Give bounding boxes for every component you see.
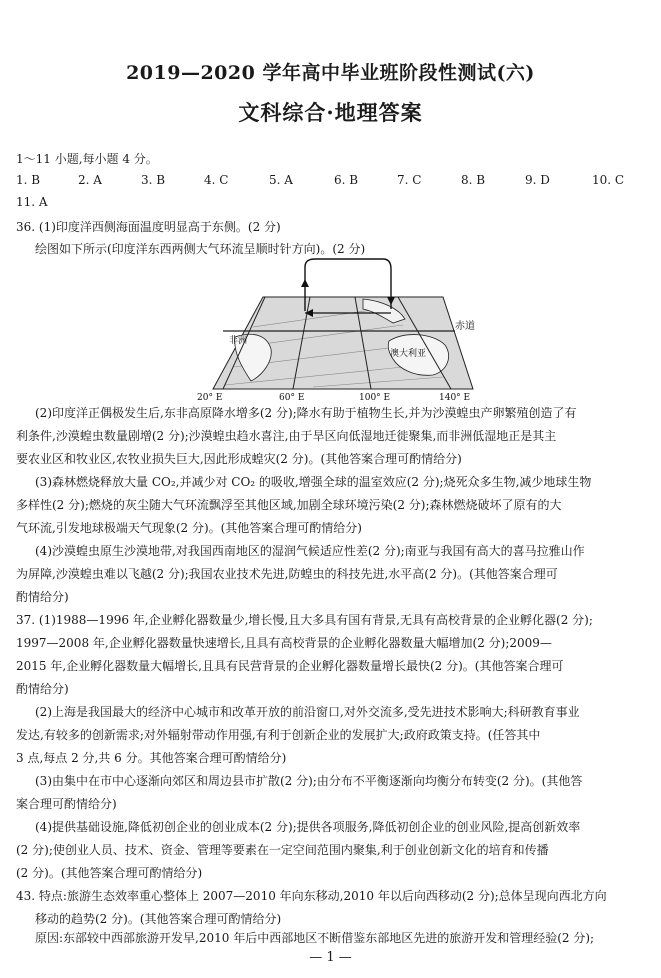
q36-p4-line-1: (4)沙漠蝗虫原生沙漠地带,对我国西南地区的湿润气候适应性差(2 分);南亚与我国有高大的喜马拉雅山作	[35, 544, 585, 558]
lon-label-140e: 140° E	[439, 393, 471, 402]
lon-label-100e: 100° E	[359, 393, 391, 402]
lon-label-20e: 20° E	[197, 393, 223, 402]
answer-7: 7. C	[397, 173, 422, 187]
q36-p2-line-2: 利条件,沙漠蝗虫数量剧增(2 分);沙漠蝗虫趋水喜注,由于旱区向低湿地迁徙聚集,而非洲低湿地正是其主	[16, 429, 557, 443]
q43-line-3: 原因:东部较中西部旅游开发早,2010 年后中西部地区不断借鉴东部地区先进的旅游开发和管理经验(2 分);	[35, 931, 595, 945]
q36-p3-line-1: (3)森林燃烧释放大量 CO₂,并减少对 CO₂ 的吸收,增强全球的温室效应(2 分);烧死众多生物,减少地球生物	[35, 475, 592, 489]
q37-p1-line-1: 37. (1)1988—1996 年,企业孵化器数量少,增长慢,且大多具有国有背景,无具有高校背景的企业孵化器(2 分);	[16, 613, 593, 627]
indian-ocean-circulation-map	[193, 257, 483, 402]
q36-p4-line-3: 酌情给分)	[16, 590, 69, 604]
answer-3: 3. B	[141, 173, 166, 187]
answer-10: 10. C	[592, 173, 625, 187]
australia-label: 澳大利亚	[390, 349, 427, 359]
answer-8: 8. B	[461, 173, 486, 187]
equator-label: 赤道	[455, 321, 475, 332]
page-title: 2019—2020 学年高中毕业班阶段性测试(六)	[126, 62, 535, 84]
q37-p4-line-3: (2 分)。(其他答案合理可酌情给分)	[16, 866, 203, 880]
answer-11: 11. A	[16, 195, 48, 209]
answer-2: 2. A	[78, 173, 102, 187]
header-note: 1～11 小题,每小题 4 分。	[16, 152, 158, 166]
q36-p3-line-2: 多样性(2 分);燃烧的灰尘随大气环流飘浮至其他区域,加剧全球环境污染(2 分);森林燃烧破坏了原有的大	[16, 498, 562, 512]
ascending-arrow	[301, 279, 309, 287]
lon-label-60e: 60° E	[279, 393, 305, 402]
q43-line-2: 移动的趋势(2 分)。(其他答案合理可酌情给分)	[35, 912, 282, 926]
q43-line-1: 43. 特点:旅游生态效率重心整体上 2007—2010 年向东移动,2010 年以后向西移动(2 分);总体呈现向西北方向	[16, 889, 607, 903]
page-number: — 1 —	[309, 950, 352, 965]
q36-p3-line-3: 气环流,引发地球极端天气现象(2 分)。(其他答案合理可酌情给分)	[16, 521, 362, 535]
q36-p2-line-3: 要农业区和牧业区,农牧业损失巨大,因此形成蝗灾(2 分)。(其他答案合理可酌情给分)	[16, 452, 462, 466]
q37-p2-line-2: 发达,有较多的创新需求;对外辐射带动作用强,有利于创新企业的发展扩大;政府政策支持。(任答其中	[16, 728, 541, 742]
q37-p4-line-1: (4)提供基础设施,降低初创企业的创业成本(2 分);提供各项服务,降低初创企业的创业风险,提高创新效率	[35, 820, 581, 834]
answers-row	[16, 173, 636, 189]
q37-p1-line-4: 酌情给分)	[16, 682, 69, 696]
page-subtitle: 文科综合·地理答案	[238, 100, 423, 125]
q37-p2-line-3: 3 点,每点 2 分,共 6 分。其他答案合理可酌情给分)	[16, 751, 287, 765]
q36-line-1: 36. (1)印度洋西侧海面温度明显高于东侧。(2 分)	[16, 220, 281, 234]
q37-p1-line-2: 1997—2008 年,企业孵化器数量快速增长,且具有高校背景的企业孵化器数量大幅增加(2 分);2009—	[16, 636, 552, 650]
q37-p4-line-2: (2 分);使创业人员、技术、资金、管理等要素在一定空间范围内聚集,利于创业创新文化的培育和传播	[16, 843, 549, 857]
q36-line-2: 绘图如下所示(印度洋东西两侧大气环流呈顺时针方向)。(2 分)	[35, 242, 366, 256]
africa-label: 非洲	[229, 336, 248, 346]
answer-5: 5. A	[269, 173, 293, 187]
answer-1: 1. B	[16, 173, 41, 187]
q37-p2-line-1: (2)上海是我国最大的经济中心城市和改革开放的前沿窗口,对外交流多,受先进技术影响大;科研教育事业	[35, 705, 580, 719]
answer-9: 9. D	[525, 173, 550, 187]
q37-p3-line-1: (3)由集中在市中心逐渐向郊区和周边县市扩散(2 分);由分布不平衡逐渐向均衡分布转变(2 分)。(其他答	[35, 774, 583, 788]
q37-p3-line-2: 案合理可酌情给分)	[16, 797, 117, 811]
q36-p4-line-2: 为屏障,沙漠蝗虫难以飞越(2 分);我国农业技术先进,防蝗虫的科技先进,水平高(2 分)。(其他答案合理可	[16, 567, 558, 581]
answer-6: 6. B	[334, 173, 359, 187]
answer-4: 4. C	[204, 173, 229, 187]
q37-p1-line-3: 2015 年,企业孵化器数量大幅增长,且具有民营背景的企业孵化器数量增长最快(2 分)。(其他答案合理可	[16, 659, 564, 673]
q36-p2-line-1: (2)印度洋正偶极发生后,东非高原降水增多(2 分);降水有助于植物生长,并为沙漠蝗虫产卵繁殖创造了有	[35, 406, 577, 420]
